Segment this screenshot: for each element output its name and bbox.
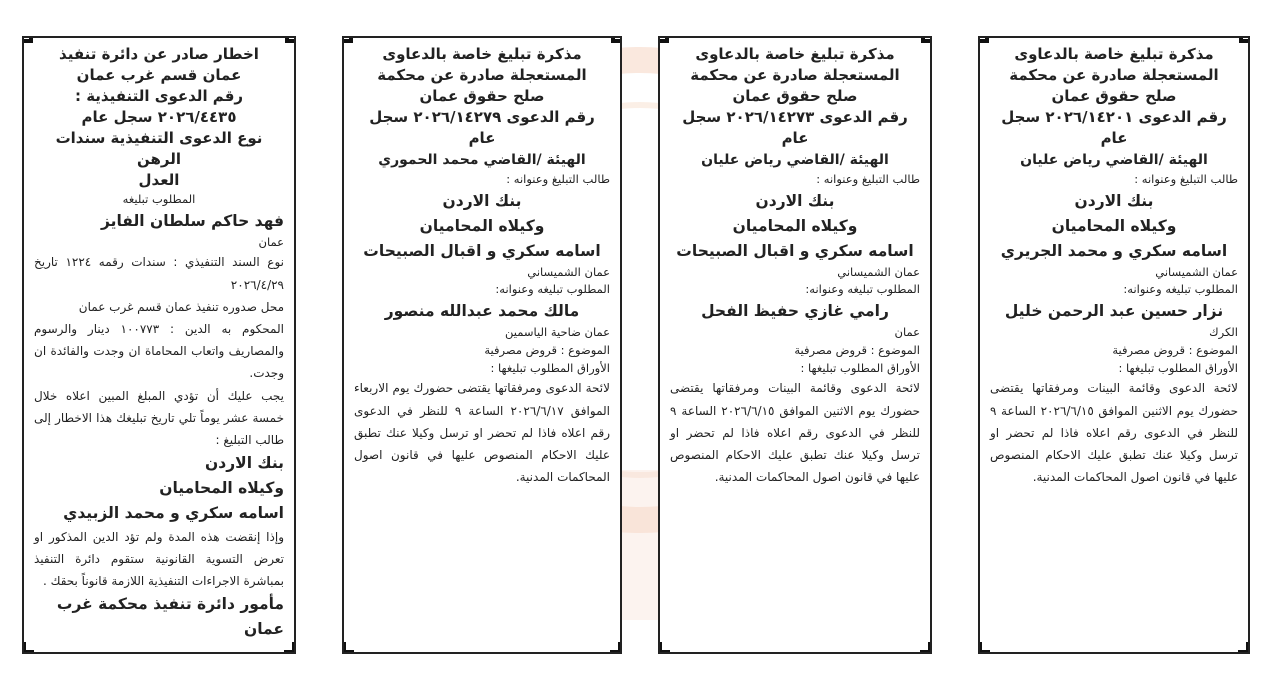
execution-title: اخطار صادر عن دائرة تنفيذ bbox=[59, 45, 259, 63]
respondent-name: رامي غازي حفيظ الفحل bbox=[701, 302, 889, 321]
requester-name: وكيلاه المحاميان bbox=[1051, 217, 1177, 235]
respondent-label: المطلوب تبليغه وعنوانه: bbox=[495, 282, 610, 297]
execution-line: محل صدوره تنفيذ عمان قسم غرب عمان bbox=[78, 299, 284, 314]
execution-line: يجب عليك أن تؤدي المبلغ المبين اعلاه خلال خمسة عشر يوماً تلي تاريخ تبليغك هذا الاخطار إلى طالب التبليغ : bbox=[34, 388, 284, 447]
requester-label: طالب التبليغ وعنوانه : bbox=[816, 172, 920, 187]
papers-label: الأوراق المطلوب تبليغها : bbox=[1118, 360, 1238, 375]
notice-title: صلح حقوق عمان bbox=[1051, 87, 1177, 105]
respondent-label: المطلوب تبليغه وعنوانه: bbox=[1123, 282, 1238, 297]
requester-label: طالب التبليغ وعنوانه : bbox=[506, 172, 610, 187]
debtor-address: عمان bbox=[258, 234, 284, 249]
execution-title: ٢٠٢٦/٤٤٣٥ سجل عام bbox=[81, 108, 237, 126]
notice-title: مذكرة تبليغ خاصة بالدعاوى bbox=[382, 45, 582, 63]
execution-closing: وإذا إنقضت هذه المدة ولم تؤد الدين المذكور او تعرض التسوية القانونية ستقوم دائرة التنفيذ بمباشرة الاجراءات التنفيذية اللازمة قانوناً بحقك . bbox=[34, 529, 284, 588]
subject: الموضوع : قروض مصرفية bbox=[484, 342, 610, 357]
creditor-name: اسامه سكري و محمد الزبيدي bbox=[63, 503, 284, 522]
notice-title: المستعجلة صادرة عن محكمة bbox=[1009, 66, 1219, 84]
case-number: رقم الدعوى ٢٠٢٦/١٤٢٠١ سجل عام bbox=[1001, 108, 1227, 147]
requester-address: عمان الشميساني bbox=[837, 264, 920, 279]
notice-title: صلح حقوق عمان bbox=[419, 87, 545, 105]
requester-name: اسامه سكري و محمد الجريري bbox=[1000, 241, 1228, 260]
judge-panel: الهيئة /القاضي محمد الحموري bbox=[378, 152, 586, 168]
requester-address: عمان الشميساني bbox=[527, 264, 610, 279]
execution-title: نوع الدعوى التنفيذية سندات الرهن bbox=[55, 129, 263, 168]
execution-title: رقم الدعوى التنفيذية : bbox=[74, 87, 244, 105]
respondent-address: عمان ضاحية الياسمين bbox=[505, 325, 610, 340]
debtor-label: المطلوب تبليغه bbox=[122, 192, 196, 206]
notice-title: المستعجلة صادرة عن محكمة bbox=[377, 66, 587, 84]
execution-line: نوع السند التنفيذي : سندات رقمه ١٢٢٤ تاريخ ٢٠٢٦/٤/٢٩ bbox=[34, 255, 284, 292]
requester-name: بنك الاردن bbox=[755, 192, 835, 211]
judge-panel: الهيئة /القاضي رياض عليان bbox=[701, 152, 889, 168]
respondent-label: المطلوب تبليغه وعنوانه: bbox=[805, 282, 920, 297]
notice-body: لائحة الدعوى وقائمة البينات ومرفقاتها يقتضى حضورك يوم الاثنين الموافق ٢٠٢٦/٦/١٥ الساعة ٩ للنظر في الدعوى رقم اعلاه فاذا لم تحضر او ترسل وكيلا عنك تطبق عليك الاحكام المنصوص عليها في قانون اصول المحاكمات المدنية. bbox=[670, 381, 920, 485]
creditor-name: وكيلاه المحاميان bbox=[159, 478, 284, 497]
creditor-name: بنك الاردن bbox=[205, 454, 284, 473]
execution-line: المحكوم به الدين : ١٠٠٧٧٣ دينار والرسوم والمصاريف واتعاب المحاماة ان وجدت والفائدة ان وجدت. bbox=[34, 321, 284, 381]
requester-name: وكيلاه المحاميان bbox=[419, 217, 545, 235]
requester-label: طالب التبليغ وعنوانه : bbox=[1134, 172, 1238, 187]
judge-panel: الهيئة /القاضي رياض عليان bbox=[1020, 152, 1208, 168]
requester-name: بنك الاردن bbox=[1074, 192, 1154, 211]
case-number: رقم الدعوى ٢٠٢٦/١٤٢٧٩ سجل عام bbox=[369, 108, 595, 147]
respondent-address: الكرك bbox=[1209, 325, 1238, 340]
requester-name: وكيلاه المحاميان bbox=[732, 217, 858, 235]
requester-name: بنك الاردن bbox=[442, 192, 522, 211]
respondent-name: مالك محمد عبدالله منصور bbox=[384, 302, 580, 321]
notice-body: لائحة الدعوى ومرفقاتها يقتضى حضورك يوم الاربعاء الموافق ٢٠٢٦/٦/١٧ الساعة ٩ للنظر في الدعوى رقم اعلاه فاذا لم تحضر او ترسل وكيلا عنك تطبق عليك الاحكام المنصوص عليها في قانون اصول المحاكمات المدنية. bbox=[354, 381, 611, 485]
respondent-name: نزار حسين عبد الرحمن خليل bbox=[1004, 302, 1224, 321]
debtor-name: فهد حاكم سلطان الفايز bbox=[101, 211, 284, 230]
notice-title: مذكرة تبليغ خاصة بالدعاوى bbox=[1014, 45, 1214, 63]
requester-name: اسامه سكري و اقبال الصبيحات bbox=[676, 241, 914, 260]
notice-body: لائحة الدعوى وقائمة البينات ومرفقاتها يقتضى حضورك يوم الاثنين الموافق ٢٠٢٦/٦/١٥ الساعة ٩ للنظر في الدعوى رقم اعلاه فاذا لم تحضر او ترسل وكيلا عنك تطبق عليك الاحكام المنصوص عليها في قانون اصول المحاكمات المدنية. bbox=[990, 381, 1238, 485]
subject: الموضوع : قروض مصرفية bbox=[1112, 342, 1238, 357]
notice-card bbox=[978, 36, 1250, 654]
requester-name: اسامه سكري و اقبال الصبيحات bbox=[363, 241, 601, 260]
notice-card bbox=[342, 36, 622, 654]
papers-label: الأوراق المطلوب تبليغها : bbox=[800, 360, 920, 375]
requester-address: عمان الشميساني bbox=[1155, 264, 1238, 279]
execution-notice-card bbox=[22, 36, 296, 654]
notice-title: صلح حقوق عمان bbox=[732, 87, 858, 105]
notice-card bbox=[658, 36, 932, 654]
respondent-address: عمان bbox=[894, 325, 920, 340]
case-number: رقم الدعوى ٢٠٢٦/١٤٢٧٣ سجل عام bbox=[682, 108, 908, 147]
papers-label: الأوراق المطلوب تبليغها : bbox=[490, 360, 610, 375]
execution-signature: مأمور دائرة تنفيذ محكمة غرب عمان bbox=[56, 595, 284, 638]
execution-title: العدل bbox=[138, 171, 180, 189]
notice-title: المستعجلة صادرة عن محكمة bbox=[690, 66, 900, 84]
subject: الموضوع : قروض مصرفية bbox=[794, 342, 920, 357]
notice-title: مذكرة تبليغ خاصة بالدعاوى bbox=[695, 45, 895, 63]
execution-title: عمان قسم غرب عمان bbox=[76, 66, 242, 84]
